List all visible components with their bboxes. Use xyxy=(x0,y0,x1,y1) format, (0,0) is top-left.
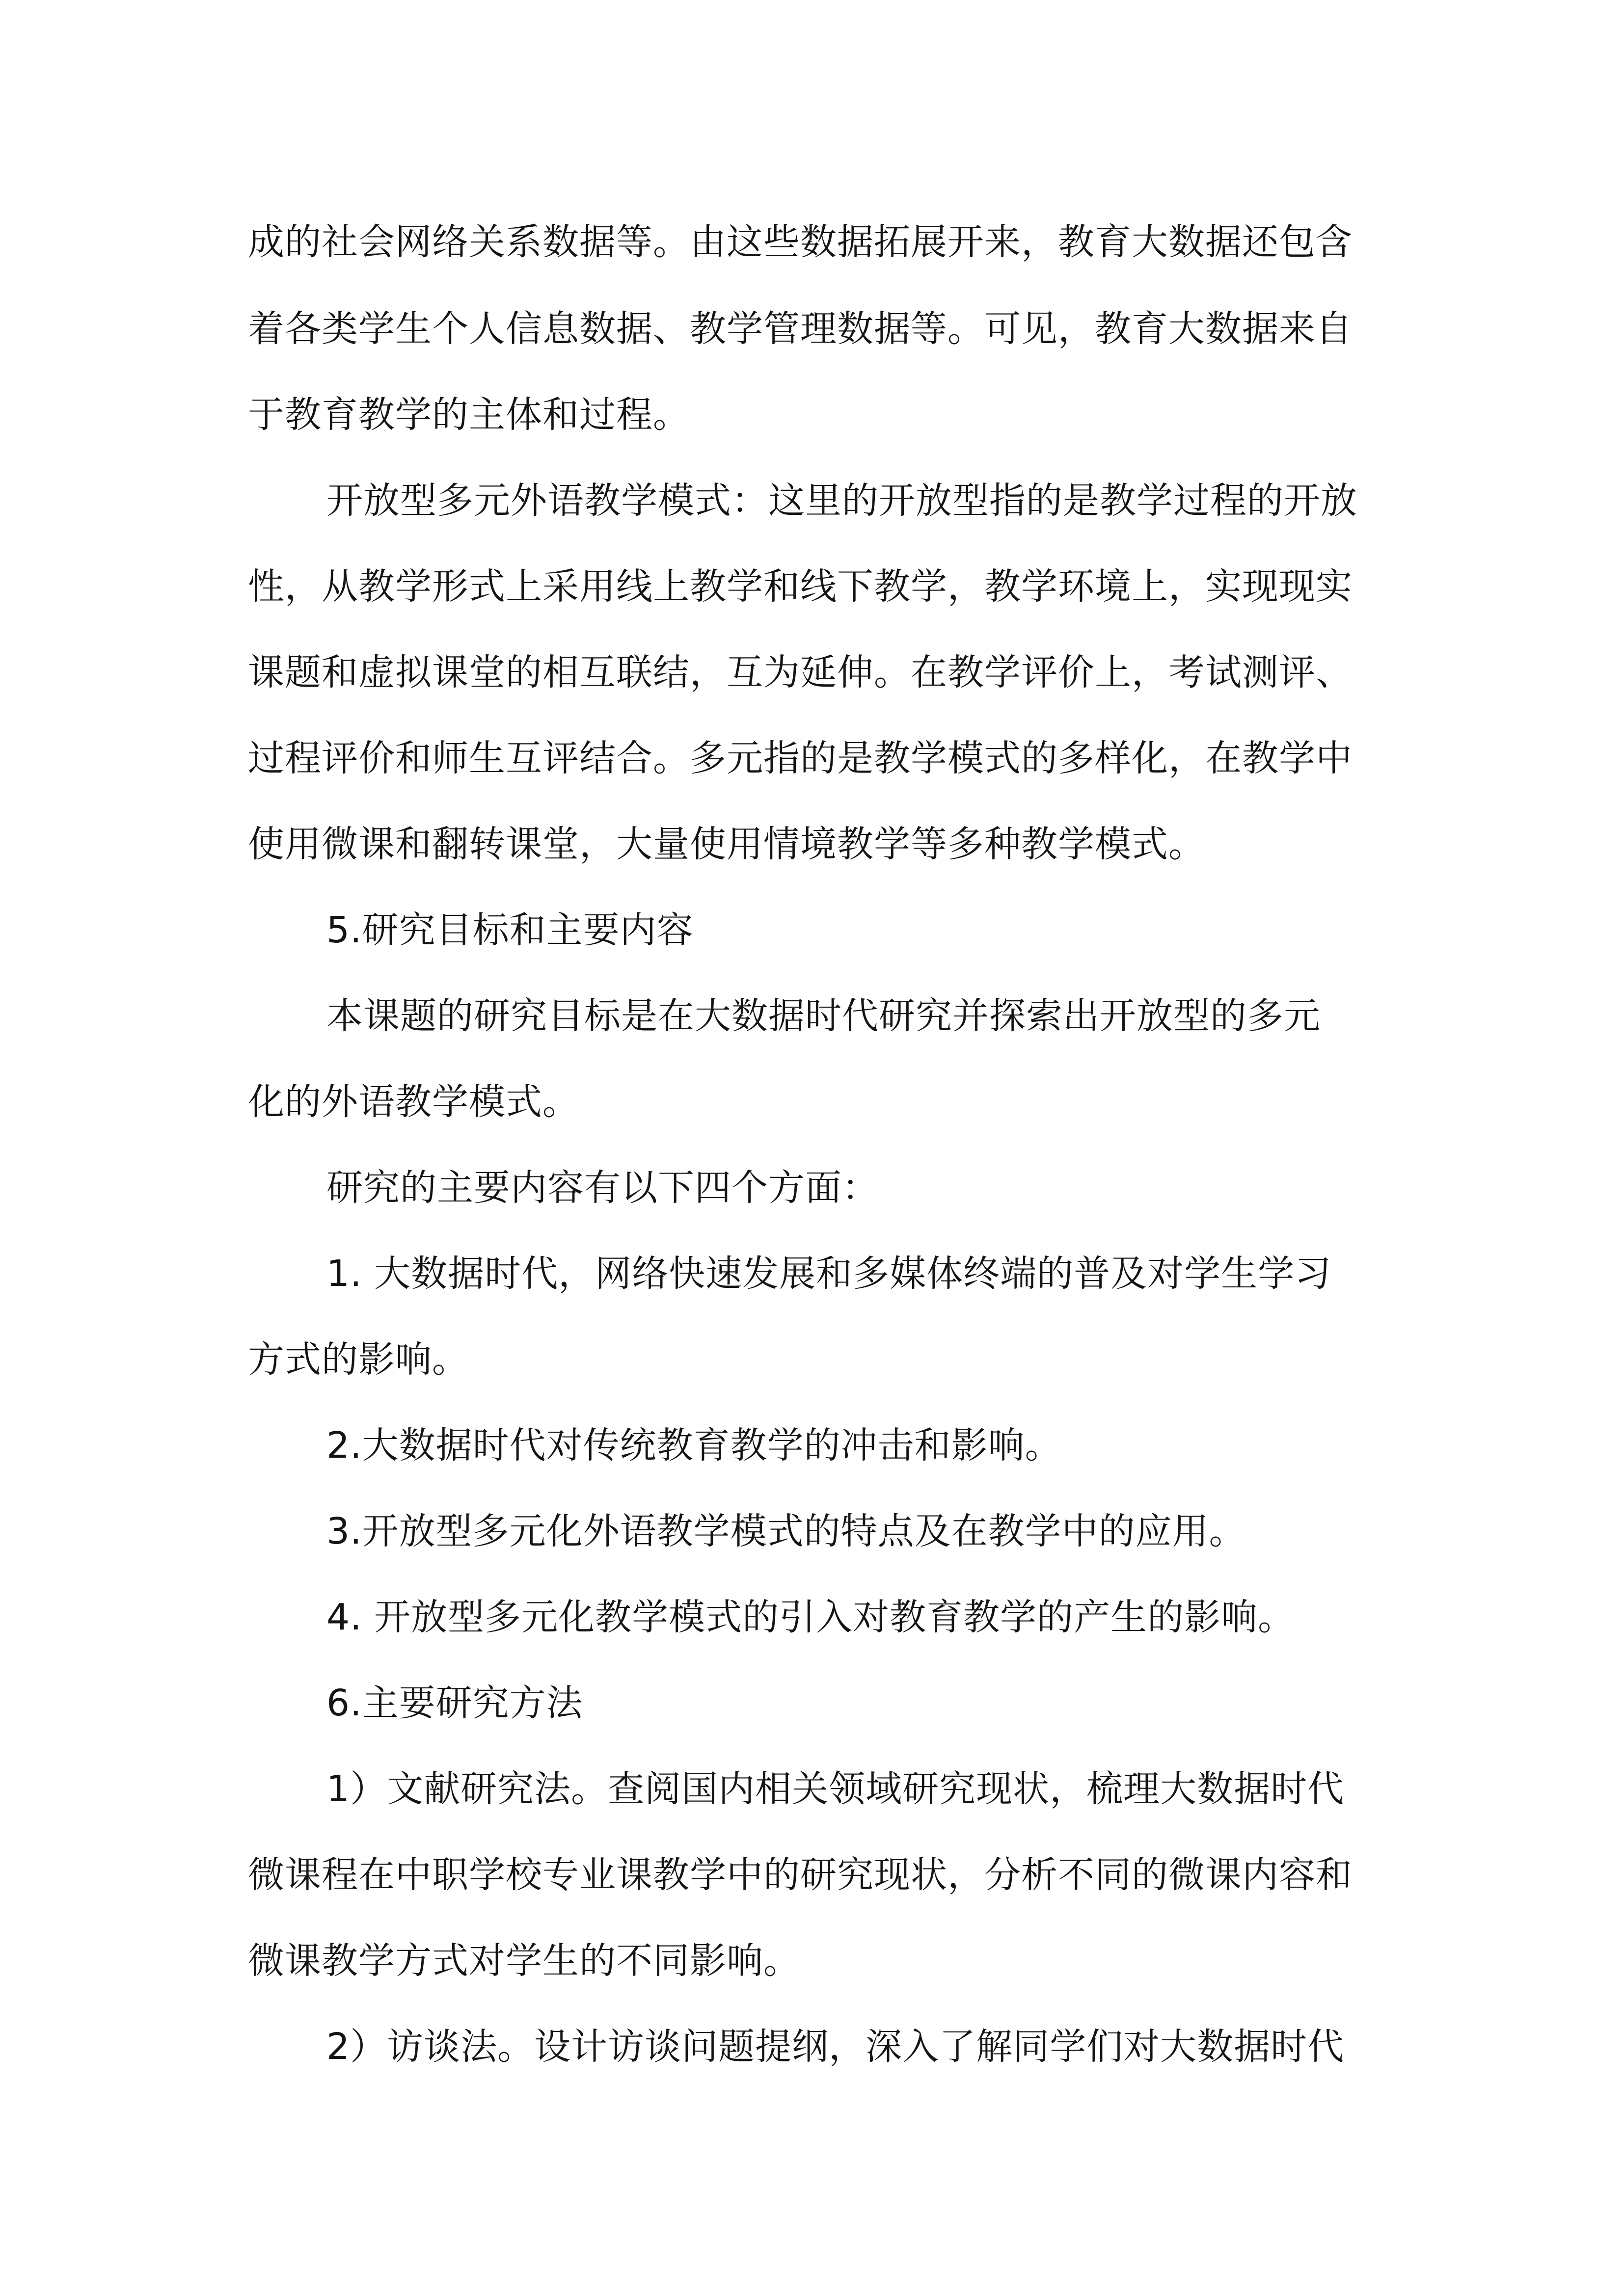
list-item-line: 3.开放型多元化外语教学模式的特点及在教学中的应用。 xyxy=(326,1510,1246,1552)
text-line: 于教育教学的主体和过程。 xyxy=(248,394,690,436)
text-line: 微课程在中职学校专业课教学中的研究现状，分析不同的微课内容和 xyxy=(248,1854,1353,1896)
text-line: 着各类学生个人信息数据、教学管理数据等。可见，教育大数据来自 xyxy=(248,308,1353,350)
section-heading: 5.研究目标和主要内容 xyxy=(326,909,694,951)
section-heading: 6.主要研究方法 xyxy=(326,1682,583,1724)
text-line: 微课教学方式对学生的不同影响。 xyxy=(248,1940,800,1982)
list-item-line: 2.大数据时代对传统教育教学的冲击和影响。 xyxy=(326,1424,1062,1467)
paragraph-start-line: 本课题的研究目标是在大数据时代研究并探索出开放型的多元 xyxy=(326,995,1321,1037)
text-line: 使用微课和翻转课堂，大量使用情境教学等多种教学模式。 xyxy=(248,823,1205,865)
list-item-line: 2）访谈法。设计访谈问题提纲，深入了解同学们对大数据时代 xyxy=(326,2026,1345,2068)
list-item-line: 1. 大数据时代，网络快速发展和多媒体终端的普及对学生学习 xyxy=(326,1253,1332,1295)
paragraph-start-line: 研究的主要内容有以下四个方面： xyxy=(326,1167,879,1209)
text-line: 过程评价和师生互评结合。多元指的是教学模式的多样化，在教学中 xyxy=(248,737,1353,779)
list-item-line: 4. 开放型多元化教学模式的引入对教育教学的产生的影响。 xyxy=(326,1596,1295,1638)
paragraph-start-line: 开放型多元外语教学模式：这里的开放型指的是教学过程的开放 xyxy=(326,480,1357,522)
text-line: 化的外语教学模式。 xyxy=(248,1081,579,1123)
text-line: 成的社会网络关系数据等。由这些数据拓展开来，教育大数据还包含 xyxy=(248,221,1353,263)
list-item-line: 1）文献研究法。查阅国内相关领域研究现状，梳理大数据时代 xyxy=(326,1768,1345,1810)
text-line: 方式的影响。 xyxy=(248,1338,469,1381)
text-line: 课题和虚拟课堂的相互联结，互为延伸。在教学评价上，考试测评、 xyxy=(248,651,1353,694)
text-line: 性，从教学形式上采用线上教学和线下教学，教学环境上，实现现实 xyxy=(248,565,1353,608)
